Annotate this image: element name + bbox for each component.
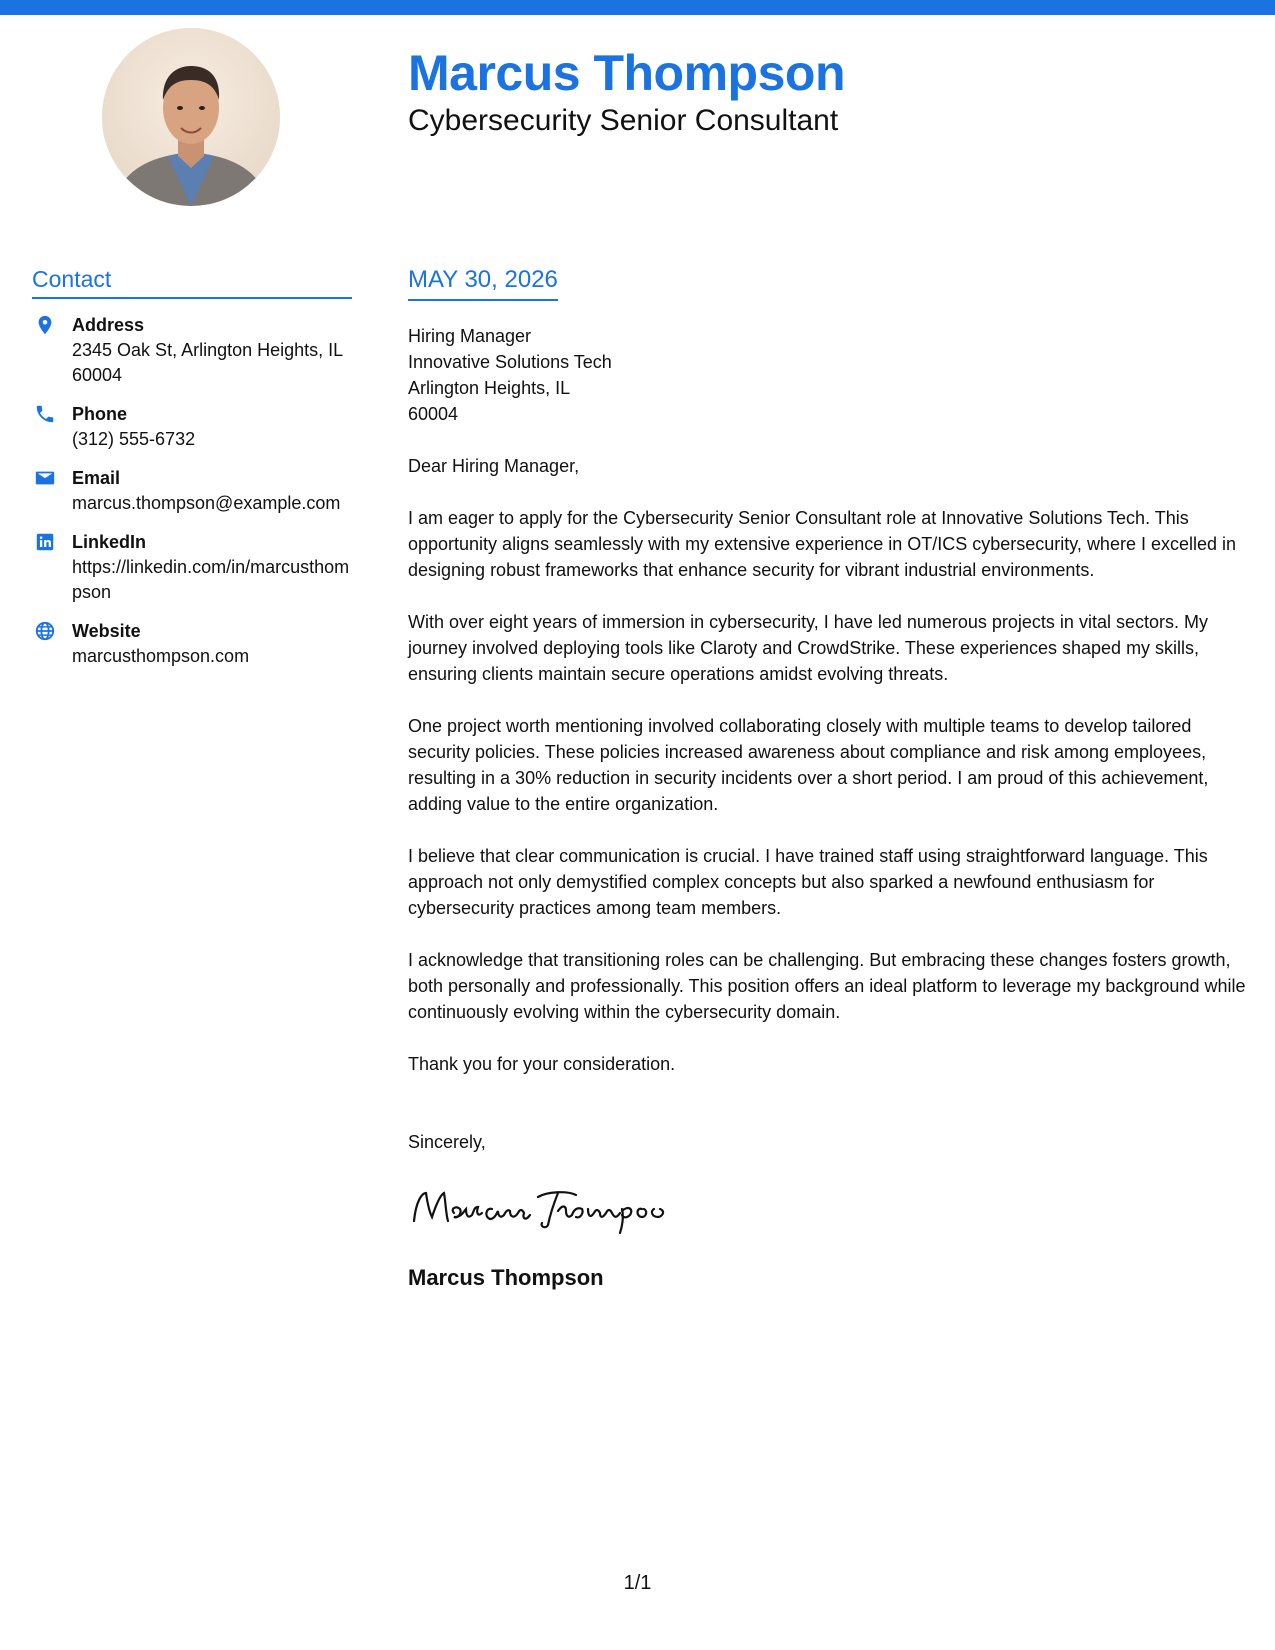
signer-name: Marcus Thompson <box>408 1265 604 1290</box>
letter-body <box>408 266 1248 1291</box>
contact-label: Website <box>72 621 141 641</box>
letter-paragraph: I believe that clear communication is crucial. I have trained staff using straightforward language. This approach not only demystified complex concepts but also sparked a newfound enthusiasm for cybersecurity practices among team members. <box>408 846 1208 918</box>
contact-item-address <box>32 313 352 388</box>
contact-item-linkedin <box>32 530 352 605</box>
contact-item-website <box>32 619 352 669</box>
contact-value: (312) 555-6732 <box>72 429 196 449</box>
letter-paragraph: Thank you for your consideration. <box>408 1054 676 1074</box>
recipient-line: Arlington Heights, IL <box>408 378 571 398</box>
profile-photo <box>102 28 280 206</box>
recipient-line: Innovative Solutions Tech <box>408 352 612 372</box>
letter-date: MAY 30, 2026 <box>408 266 558 301</box>
letter-paragraph: With over eight years of immersion in cybersecurity, I have led numerous projects in vital sectors. My journey involved deploying tools like Claroty and CrowdStrike. These experiences shaped my skills, ensuring clients maintain secure operations amidst evolving threats. <box>408 612 1208 684</box>
linkedin-icon <box>34 531 56 553</box>
letter-paragraph: One project worth mentioning involved collaborating closely with multiple teams to develop tailored security policies. These policies increased awareness about compliance and risk among employees, resulting in a 30% reduction in security incidents over a short period. I am proud of this achievement, adding value to the entire organization. <box>408 716 1209 814</box>
recipient-line: Hiring Manager <box>408 326 532 346</box>
page-number: 1/1 <box>623 1572 652 1594</box>
contact-label: LinkedIn <box>72 532 147 552</box>
candidate-name: Marcus Thompson <box>408 45 845 101</box>
contact-heading: Contact <box>32 266 352 299</box>
candidate-title: Cybersecurity Senior Consultant <box>408 104 839 137</box>
email-icon <box>34 467 56 489</box>
salutation: Dear Hiring Manager, <box>408 456 580 476</box>
contact-value: 2345 Oak St, Arlington Heights, IL 60004 <box>72 340 343 385</box>
closing: Sincerely, <box>408 1132 486 1152</box>
contact-label: Phone <box>72 404 128 424</box>
letter-paragraph: I acknowledge that transitioning roles can be challenging. But embracing these changes fosters growth, both personally and professionally. This position offers an ideal platform to leverage my background while continuously evolving within the cybersecurity domain. <box>408 950 1246 1022</box>
contact-value[interactable]: marcus.thompson@example.com <box>72 493 341 513</box>
contact-label: Address <box>72 315 145 335</box>
contact-value[interactable]: marcusthompson.com <box>72 646 250 666</box>
contact-item-email <box>32 466 352 516</box>
contact-label: Email <box>72 468 121 488</box>
location-pin-icon <box>34 314 56 336</box>
recipient-line: 60004 <box>408 404 459 424</box>
top-accent-bar <box>0 0 1275 15</box>
handwritten-signature <box>408 1183 668 1235</box>
phone-icon <box>34 403 56 425</box>
globe-icon <box>34 620 56 642</box>
contact-value[interactable]: https://linkedin.com/in/marcusthompson <box>72 557 350 602</box>
letter-paragraph: I am eager to apply for the Cybersecurity Senior Consultant role at Innovative Solutions Tech. This opportunity aligns seamlessly with my extensive experience in OT/ICS cybersecurity, where I excelled in designing robust frameworks that enhance security for vibrant industrial environments. <box>408 508 1237 580</box>
recipient-block <box>408 323 1248 427</box>
contact-sidebar <box>32 266 352 683</box>
contact-item-phone <box>32 402 352 452</box>
